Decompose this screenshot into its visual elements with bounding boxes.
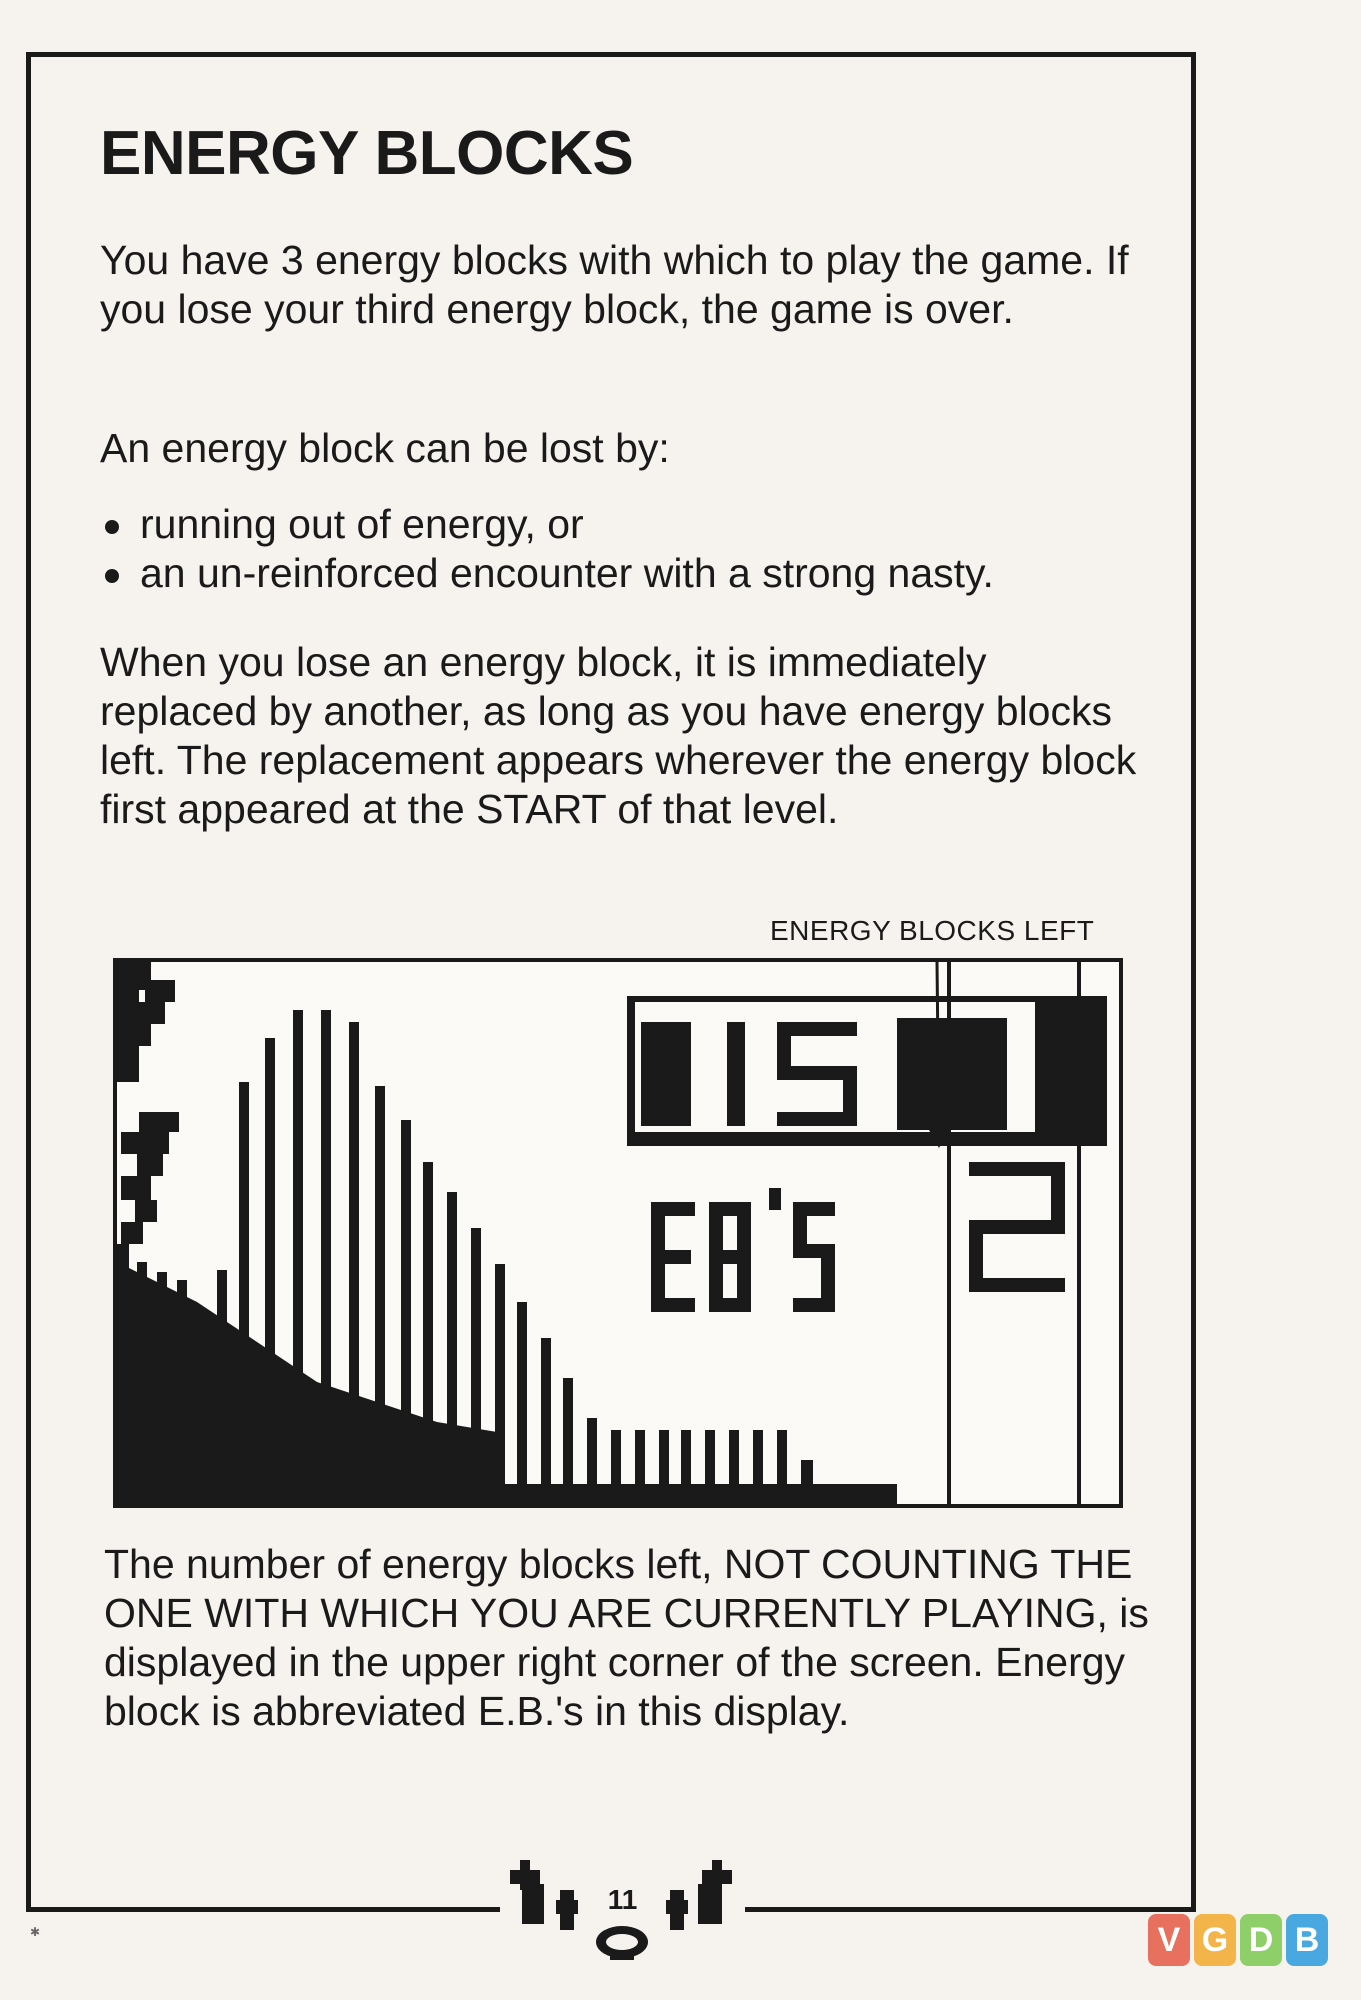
explanation-paragraph: The number of energy blocks left, NOT COUNTING THE ONE WITH WHICH YOU ARE CURRENTLY PLAYING, is displayed in the upper right corner of the screen. Energy block is abbreviated E.B.'s in this display.	[104, 1541, 1149, 1734]
list-item-text: running out of energy, or	[140, 501, 584, 547]
replacement-paragraph: When you lose an energy block, it is immediately replaced by another, as long as you have energy blocks left. The replacement appears wherever the energy block first appeared at the START of that level.	[100, 639, 1137, 832]
logo-letter: G	[1194, 1914, 1236, 1966]
page-number: 11	[607, 1884, 638, 1915]
loss-conditions-list	[100, 500, 994, 598]
page-footer-emblem	[500, 1860, 745, 1960]
list-item	[100, 549, 994, 598]
loss-lead-in: An energy block can be lost by:	[100, 425, 670, 471]
logo-letter: V	[1148, 1914, 1190, 1966]
eb-label-glyphs	[651, 1188, 835, 1312]
pixel-terrain-steps	[117, 962, 179, 1274]
score-digit-0	[641, 1022, 691, 1126]
eb-count-glyph	[969, 1162, 1065, 1292]
section-heading: ENERGY BLOCKS	[100, 119, 634, 188]
game-screen-graphic	[117, 962, 1119, 1504]
intro-paragraph: You have 3 energy blocks with which to play the game. If you lose your third energy block, the game is over.	[100, 237, 1129, 332]
bullet-icon	[105, 520, 119, 534]
vgdb-watermark-logo	[1148, 1914, 1328, 1974]
score-digit-1	[727, 1022, 745, 1126]
status-divider	[947, 962, 951, 1504]
status-divider-outer	[1077, 962, 1081, 1504]
callout-arrow	[937, 962, 939, 1144]
game-screen-illustration	[113, 958, 1123, 1508]
border-bottom-left	[26, 1907, 500, 1912]
energy-blocks-left-callout: ENERGY BLOCKS LEFT	[770, 915, 1095, 946]
border-bottom-right	[745, 1907, 1196, 1912]
ground-mass	[117, 1262, 497, 1504]
scan-mark: ✱	[30, 1925, 41, 1939]
logo-letter: D	[1240, 1914, 1282, 1966]
logo-letter: B	[1286, 1914, 1328, 1966]
bullet-icon	[105, 569, 119, 583]
list-item-text: an un-reinforced encounter with a strong nasty.	[140, 550, 994, 596]
list-item	[100, 500, 994, 549]
